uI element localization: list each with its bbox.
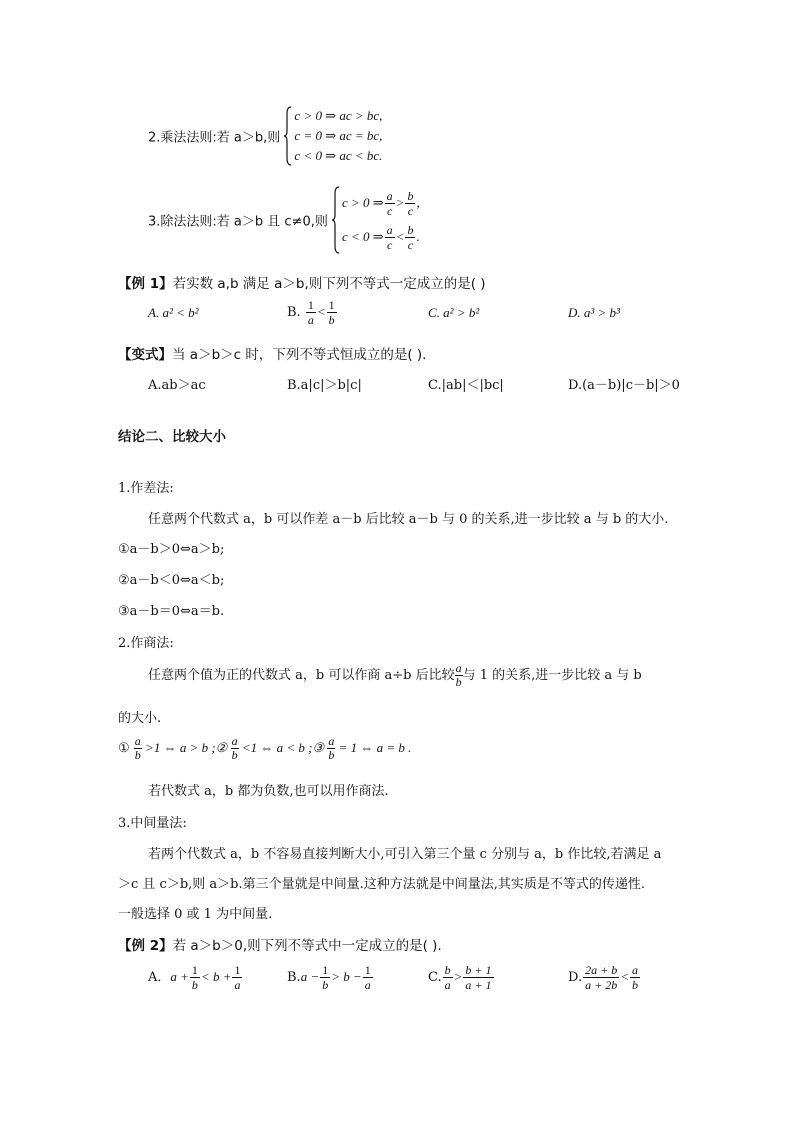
method1-item-2: ②a－b＜0⇔a＜b; <box>118 573 225 588</box>
left-brace-icon <box>332 186 340 254</box>
rule3-case-2: c < 0 ⇒ $\frac{a}{c}$ < $\frac{b}{c}$ . <box>341 222 420 252</box>
section-title: 结论二、比较大小 <box>118 429 226 445</box>
example2-option-b[interactable]: B.a − $\frac{1}{b}$ > b − $\frac{1}{a}$ <box>287 963 371 992</box>
method2-note: 若代数式 a，b 都为负数,也可以用作商法. <box>148 784 389 799</box>
rule3-case-1: c > 0 ⇒ $\frac{a}{c}$ > $\frac{b}{c}$ , <box>341 188 420 218</box>
variant-option-c[interactable]: C.|ab|＜|bc| <box>428 378 504 393</box>
rule3 <box>148 186 420 254</box>
method2-text-cont: 的大小. <box>118 711 162 726</box>
example1-option-b[interactable]: B. $\frac{1}{a}$ < $\frac{1}{b}$ <box>287 298 335 327</box>
method1-item-3: ③a－b＝0⇔a＝b. <box>118 604 225 619</box>
variant-option-a[interactable]: A.ab＞ac <box>148 378 206 393</box>
rule2-cases <box>284 106 382 166</box>
rule2-case-1: c > 0 ⇒ ac > bc, <box>294 108 383 123</box>
example2-option-a[interactable]: A．a + $\frac{1}{b}$ < b + $\frac{1}{a}$ <box>148 963 241 992</box>
rule3-prefix: 3.除法法则:若 a＞b 且 c≠0,则 <box>148 214 328 230</box>
method2-title: 2.作商法: <box>118 636 174 651</box>
rule2 <box>148 106 382 166</box>
method1-title: 1.作差法: <box>118 481 174 496</box>
method2-text: 任意两个值为正的代数式 a，b 可以作商 a÷b 后比较 $\frac{a}{b}$ 与 1 的关系,进一步比较 a 与 b <box>148 661 642 689</box>
example2-question: 【例 2】若 a＞b＞0,则下列不等式中一定成立的是( ). <box>118 938 442 954</box>
example2-option-c[interactable]: C. $\frac{b}{a}$ > $\frac{b + 1}{a + 1}$ <box>428 963 492 992</box>
example1-option-d[interactable]: D. a³ > b³ <box>568 305 620 320</box>
example1-option-c[interactable]: C. a² > b² <box>428 305 480 320</box>
method2-items: ① $\frac{a}{b}$ >1 ⇔ a > b ;② $\frac{a}{b}$ <1 ⇔ a < b ;③ $\frac{a}{b}$ = 1 ⇔ a = b . <box>118 734 412 762</box>
method1-text: 任意两个代数式 a，b 可以作差 a－b 后比较 a－b 与 0 的关系,进一步比较 a 与 b 的大小. <box>148 512 669 527</box>
example2-option-d[interactable]: D. $\frac{2a + b}{a + 2b}$ < $\frac{a}{b}$ <box>568 963 638 992</box>
method3-text-3: 一般选择 0 或 1 为中间量. <box>118 907 273 922</box>
method3-title: 3.中间量法: <box>118 816 187 831</box>
rule2-prefix: 2.乘法法则:若 a＞b,则 <box>148 130 281 146</box>
rule3-cases <box>332 186 420 254</box>
method3-text-1: 若两个代数式 a，b 不容易直接判断大小,可引入第三个量 c 分别与 a，b 作比较,若满足 a <box>148 847 662 862</box>
method1-item-1: ①a－b＞0⇔a＞b; <box>118 542 225 557</box>
example1-option-a[interactable]: A. a² < b² <box>148 305 199 320</box>
left-brace-icon <box>284 106 292 166</box>
rule2-case-2: c = 0 ⇒ ac = bc, <box>294 128 383 143</box>
variant-option-b[interactable]: B.a|c|＞b|c| <box>287 378 362 393</box>
variant-question: 【变式】当 a＞b＞c 时，下列不等式恒成立的是( ). <box>118 347 427 363</box>
method3-text-2: ＞c 且 c＞b,则 a＞b.第三个量就是中间量.这种方法就是中间量法,其实质是不等式的传递性. <box>118 877 646 892</box>
variant-option-d[interactable]: D.(a－b)|c－b|＞0 <box>568 378 680 393</box>
example1-question: 【例 1】若实数 a,b 满足 a＞b,则下列不等式一定成立的是( ) <box>118 276 486 292</box>
rule2-case-3: c < 0 ⇒ ac < bc. <box>294 148 383 163</box>
